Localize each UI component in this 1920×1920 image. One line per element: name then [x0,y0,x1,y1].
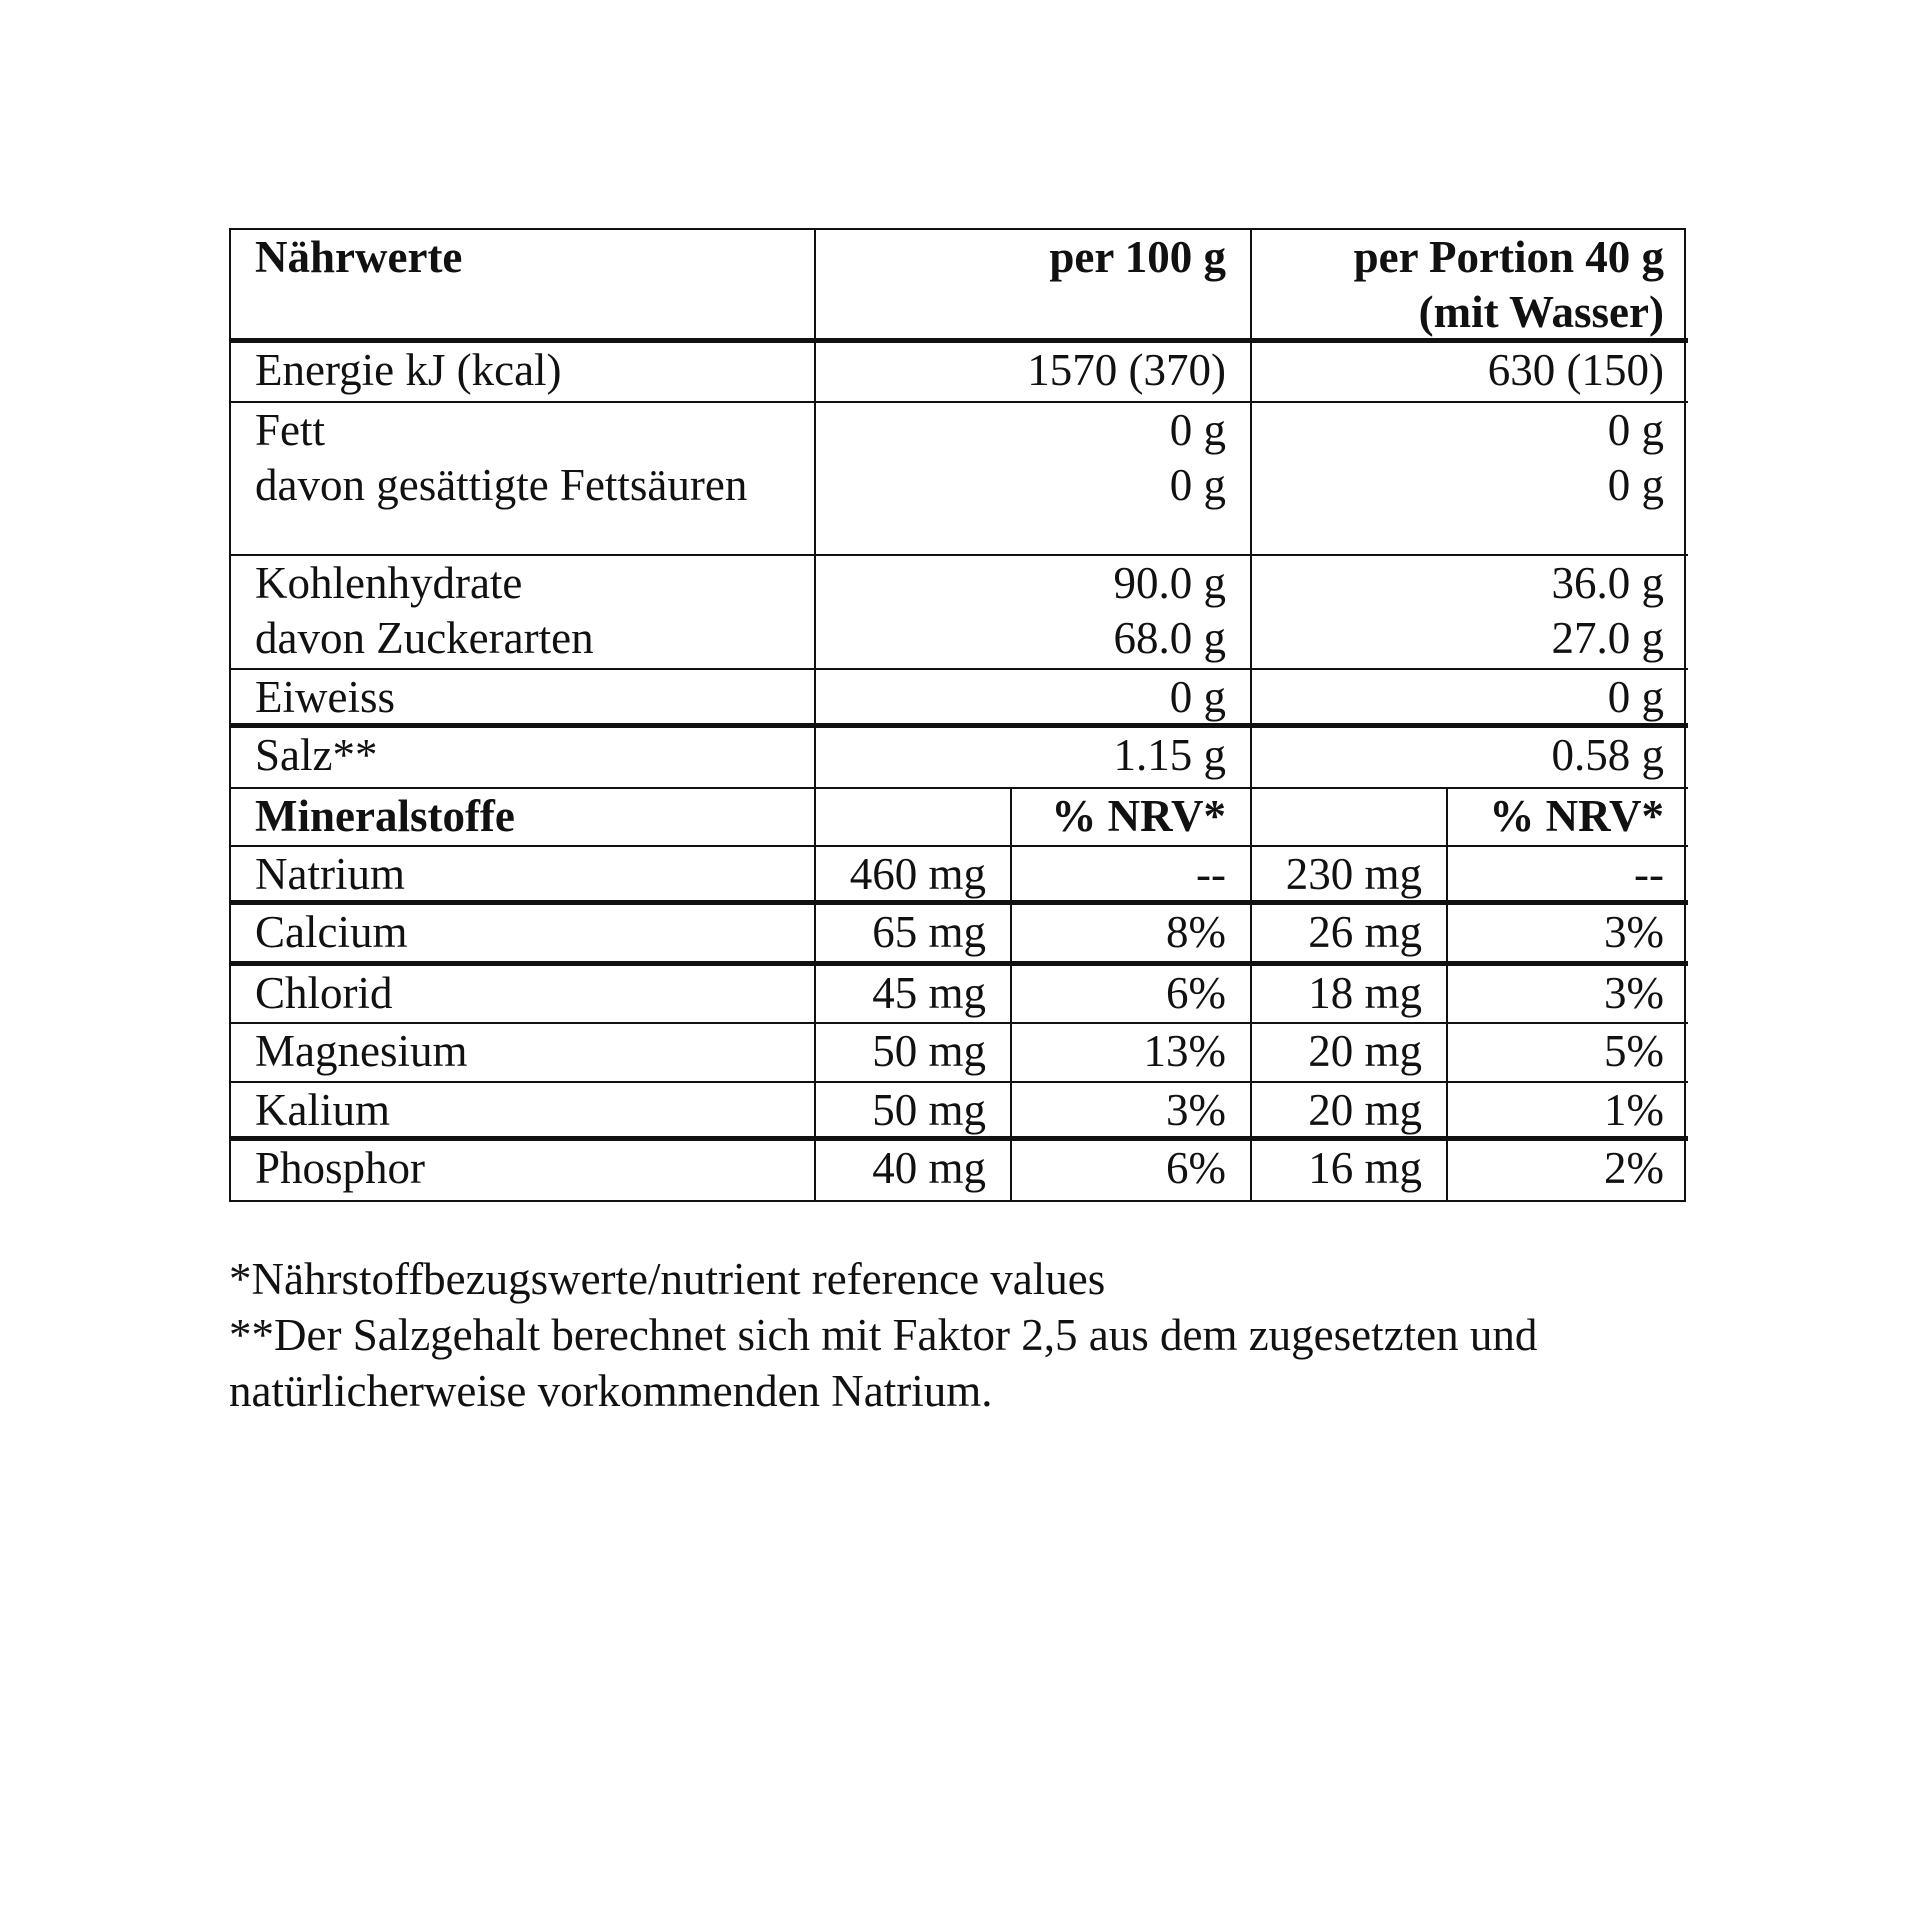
fett-portion: 0 g [1607,405,1664,455]
header-naehrwerte: Nährwerte [231,230,816,343]
fett-label: Fett [255,405,326,455]
mineral-header-nrv-portion: % NRV* [1448,789,1688,847]
row-eiweiss-per100: 0 g [816,670,1252,728]
footnote-salz-line1: **Der Salzgehalt berechnet sich mit Faktor 2,5 aus dem zugesetzten und [229,1310,1538,1360]
mineral-row-amount-portion: 230 mg [1252,847,1448,905]
mineral-row-name: Chlorid [231,966,816,1024]
zuckerarten-portion: 27.0 g [1551,613,1664,663]
mineral-row-nrv-portion: 3% [1448,905,1688,966]
mineral-row-name: Calcium [231,905,816,966]
header-per-portion-line2: (mit Wasser) [1418,287,1664,337]
kohlenhydrate-per100: 90.0 g [1113,558,1226,608]
kohlenhydrate-label: Kohlenhydrate [255,558,523,608]
mineral-row-nrv-portion: 5% [1448,1024,1688,1083]
mineral-row-amount-100: 45 mg [816,966,1012,1024]
mineral-row-nrv-100: 6% [1012,1141,1252,1200]
mineral-row-nrv-100: 6% [1012,966,1252,1024]
footnote-nrv: *Nährstoffbezugswerte/nutrient reference values [229,1254,1106,1304]
gesaettigte-per100: 0 g [1169,460,1226,510]
mineral-row-name: Kalium [231,1083,816,1141]
header-per-100g: per 100 g [816,230,1252,343]
mineral-row-nrv-100: 8% [1012,905,1252,966]
gesaettigte-fettsaeuren-label: davon gesättigte Fettsäuren [255,460,748,510]
row-kohlenhydrate-portion [1252,556,1688,670]
kohlenhydrate-portion: 36.0 g [1551,558,1664,608]
footnote-salz-line2: natürlicherweise vorkommenden Natrium. [229,1366,993,1416]
mineral-row-nrv-portion: 2% [1604,1143,1664,1193]
row-energie-label: Energie kJ (kcal) [231,343,816,403]
row-fett-label [231,403,816,556]
zuckerarten-per100: 68.0 g [1113,613,1226,663]
mineral-row-nrv-100: 13% [1012,1024,1252,1083]
row-energie-portion: 630 (150) [1252,343,1688,403]
mineral-header-nrv-100: % NRV* [1012,789,1252,847]
row-salz-label: Salz** [231,728,816,789]
mineral-row-amount-100: 50 mg [816,1024,1012,1083]
row-eiweiss-portion: 0 g [1252,670,1688,728]
mineral-row-name: Phosphor [231,1141,816,1200]
mineral-row-amount-100: 50 mg [816,1083,1012,1141]
mineral-row-name: Magnesium [231,1024,816,1083]
mineral-row-name: Natrium [231,847,816,905]
mineral-header-label: Mineralstoffe [231,789,816,847]
header-per-portion [1252,230,1688,343]
row-salz-per100: 1.15 g [816,728,1252,789]
row-fett-per100 [816,403,1252,556]
mineral-row-amount-portion: 20 mg [1252,1083,1448,1141]
mineral-row-nrv-portion: 1% [1448,1083,1688,1141]
row-kohlenhydrate-per100 [816,556,1252,670]
mineral-header-empty-1 [816,789,1012,847]
footnotes [229,1251,1689,1419]
mineral-row-amount-100: 65 mg [816,905,1012,966]
mineral-row-amount-portion: 16 mg [1252,1141,1448,1200]
row-salz-portion: 0.58 g [1252,728,1688,789]
mineral-row-amount-portion: 26 mg [1252,905,1448,966]
fett-per100: 0 g [1169,405,1226,455]
zuckerarten-label: davon Zuckerarten [255,613,594,663]
mineral-row-amount-portion: 20 mg [1252,1024,1448,1083]
row-fett-portion [1252,403,1688,556]
gesaettigte-portion: 0 g [1607,460,1664,510]
nutrition-table [229,228,1686,1202]
row-eiweiss-label: Eiweiss [231,670,816,728]
mineral-row-nrv-100: 3% [1012,1083,1252,1141]
mineral-row-nrv-100: -- [1012,847,1252,905]
row-kohlenhydrate-label [231,556,816,670]
mineral-header-empty-2 [1252,789,1448,847]
row-energie-per100: 1570 (370) [816,343,1252,403]
mineral-row-nrv-portion: 3% [1448,966,1688,1024]
mineral-row-amount-100: 40 mg [816,1141,1012,1200]
mineral-row-amount-portion: 18 mg [1252,966,1448,1024]
header-per-portion-line1: per Portion 40 g [1353,232,1664,282]
mineral-row-nrv-portion: -- [1448,847,1688,905]
mineral-row-amount-100: 460 mg [816,847,1012,905]
